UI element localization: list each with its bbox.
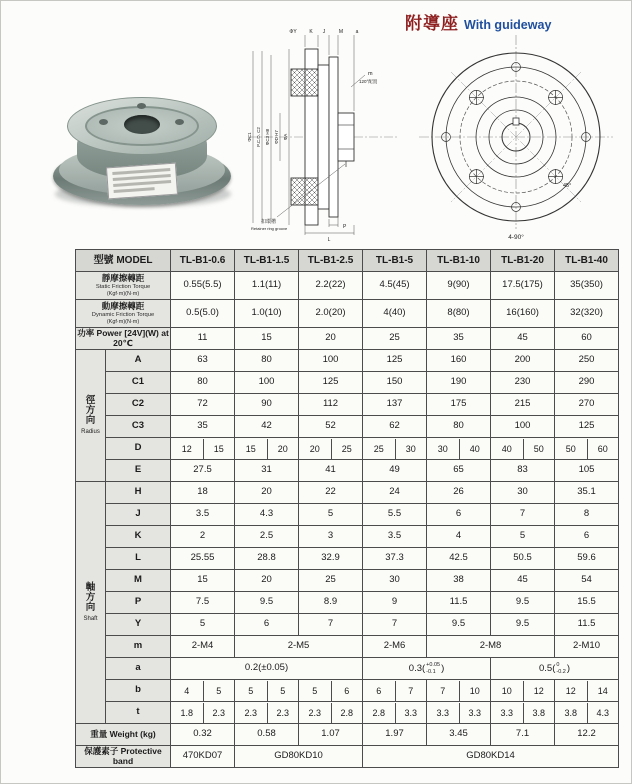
spec-value: 30 40	[427, 438, 491, 460]
dim-phi-d: ΦD H7	[274, 130, 279, 144]
dim-label: J	[106, 504, 171, 526]
dim-label: t	[106, 702, 171, 724]
spec-value: 25	[299, 570, 363, 592]
spec-value: 28.8	[235, 548, 299, 570]
model-name: TL-B1-2.5	[299, 250, 363, 272]
spec-value: 9.5	[235, 592, 299, 614]
spec-value: 65	[427, 460, 491, 482]
row-weight	[76, 724, 619, 746]
spec-value: 8(80)	[427, 300, 491, 328]
dim-label: H	[106, 482, 171, 504]
dim-p: P	[343, 224, 347, 230]
spec-value: 31	[235, 460, 299, 482]
row-shaft-m	[76, 636, 619, 658]
spec-value: 42.5	[427, 548, 491, 570]
spec-value: 11.5	[427, 592, 491, 614]
holes-label: 4-90°	[508, 234, 524, 241]
row-radius-D	[76, 438, 619, 460]
spec-value: 35.1	[555, 482, 619, 504]
spec-value: 35(350)	[555, 272, 619, 300]
page-title-en: With guideway	[464, 18, 552, 32]
photo-bolt-hole	[137, 103, 146, 109]
spec-value: 20 25	[299, 438, 363, 460]
spec-value: 62	[363, 416, 427, 438]
dim-phi-c3: ΦC3 H8	[265, 128, 270, 146]
note-groove-en: Retainer ring groove	[251, 226, 288, 231]
spec-value: 137	[363, 394, 427, 416]
spec-value: 7	[299, 614, 363, 636]
row-power	[76, 328, 619, 350]
spec-value: 5	[171, 614, 235, 636]
spec-value: 470KD07	[171, 746, 235, 768]
dim-label: Y	[106, 614, 171, 636]
spec-value: 1.0(10)	[235, 300, 299, 328]
spec-value: 42	[235, 416, 299, 438]
spec-value: 50.5	[491, 548, 555, 570]
spec-value: 54	[555, 570, 619, 592]
row-shaft-b	[76, 680, 619, 702]
spec-value: 11	[171, 328, 235, 350]
nameplate-line	[113, 180, 171, 187]
spec-value: 80	[235, 350, 299, 372]
dim-label: b	[106, 680, 171, 702]
dim-m-len: M	[338, 29, 344, 35]
spec-value: 6 7	[363, 680, 427, 702]
spec-value: 7	[491, 504, 555, 526]
row-label: 靜摩擦轉距 Static Friction Torque (Kgf·m)(N·m)	[76, 272, 171, 300]
spec-value: 20	[299, 328, 363, 350]
spec-value: 15 20	[235, 438, 299, 460]
row-label: 保護素子 Protective band	[76, 746, 171, 768]
dim-l: L	[327, 237, 331, 243]
spec-value: 80	[171, 372, 235, 394]
spec-value: 9.5	[491, 614, 555, 636]
spec-value: 16(160)	[491, 300, 555, 328]
spec-value: 7 10	[427, 680, 491, 702]
row-radius-C3	[76, 416, 619, 438]
model-name: TL-B1-20	[491, 250, 555, 272]
photo-bolt-hole	[99, 119, 108, 125]
spec-value: 63	[171, 350, 235, 372]
model-name: TL-B1-1.5	[235, 250, 299, 272]
angle-label: 45°	[563, 183, 572, 189]
spec-value: 100	[235, 372, 299, 394]
spec-value: 2-M8	[427, 636, 555, 658]
spec-value: 2.3 2.8	[299, 702, 363, 724]
cross-section-drawing	[247, 25, 399, 243]
spec-value: 10 12	[491, 680, 555, 702]
spec-value: 7.1	[491, 724, 555, 746]
spec-value: 0.58	[235, 724, 299, 746]
front-view-drawing	[413, 29, 619, 247]
photo-center-bore	[124, 115, 160, 134]
dim-label: C2	[106, 394, 171, 416]
spec-value: 25 30	[363, 438, 427, 460]
spec-value: 20	[235, 482, 299, 504]
spec-value: 59.6	[555, 548, 619, 570]
row-radius-C2	[76, 394, 619, 416]
spec-table	[75, 249, 619, 768]
spec-value: 7.5	[171, 592, 235, 614]
row-static-friction-torque	[76, 272, 619, 300]
spec-value: 2-M10	[555, 636, 619, 658]
spec-value: 37.3	[363, 548, 427, 570]
row-shaft-t	[76, 702, 619, 724]
dim-j: J	[322, 29, 326, 35]
dim-phi-c1: ΦC1	[247, 132, 252, 142]
spec-value: 41	[299, 460, 363, 482]
spec-value: 27.5	[171, 460, 235, 482]
dim-label: C3	[106, 416, 171, 438]
spec-value: 125	[299, 372, 363, 394]
row-radius-C1	[76, 372, 619, 394]
row-label: 功率 Power [24V](W) at 20℃	[77, 328, 169, 348]
spec-value: 8.9	[299, 592, 363, 614]
row-protective-band	[76, 746, 619, 768]
spec-value: 3.8 4.3	[555, 702, 619, 724]
spec-value: 2.3 2.3	[235, 702, 299, 724]
spec-value: GD80KD10	[235, 746, 363, 768]
spec-value: 4.5(45)	[363, 272, 427, 300]
spec-value: 32.9	[299, 548, 363, 570]
spec-value: 4	[427, 526, 491, 548]
spec-value: 90	[235, 394, 299, 416]
spec-value: 7	[363, 614, 427, 636]
spec-value: 215	[491, 394, 555, 416]
spec-value: 2-M4	[171, 636, 235, 658]
photo-nameplate	[106, 163, 178, 200]
spec-value: 11.5	[555, 614, 619, 636]
spec-value: 24	[363, 482, 427, 504]
spec-value: 0.5(5.0)	[171, 300, 235, 328]
spec-value: 12.2	[555, 724, 619, 746]
spec-value: 2-M6	[363, 636, 427, 658]
spec-value: 3.3 3.8	[491, 702, 555, 724]
note-120-arrangement: 120°配置	[359, 79, 378, 84]
model-name: TL-B1-10	[427, 250, 491, 272]
spec-value: 49	[363, 460, 427, 482]
spec-value: 35	[427, 328, 491, 350]
spec-value: 3.45	[427, 724, 491, 746]
spec-value: 22	[299, 482, 363, 504]
spec-value: 32(320)	[555, 300, 619, 328]
spec-value: 9.5	[491, 592, 555, 614]
dim-label: A	[106, 350, 171, 372]
spec-value: 17.5(175)	[491, 272, 555, 300]
spec-value: 175	[427, 394, 491, 416]
row-radius-E	[76, 460, 619, 482]
spec-value: 9	[363, 592, 427, 614]
spec-value: GD80KD14	[363, 746, 619, 768]
spec-value: 6	[555, 526, 619, 548]
spec-value: 2	[171, 526, 235, 548]
dim-label: m	[106, 636, 171, 658]
spec-value: 45	[491, 570, 555, 592]
spec-value: 9.5	[427, 614, 491, 636]
dim-label: a	[106, 658, 171, 680]
spec-value: 4 5	[171, 680, 235, 702]
dim-label: C1	[106, 372, 171, 394]
spec-value: 9(90)	[427, 272, 491, 300]
photo-bolt-hole	[175, 119, 184, 125]
model-name: TL-B1-5	[363, 250, 427, 272]
spec-value: 2.2(22)	[299, 272, 363, 300]
spec-value: 1.8 2.3	[171, 702, 235, 724]
note-groove-cn: 扣環槽	[261, 219, 277, 225]
spec-value: 25	[363, 328, 427, 350]
spec-value: 15	[235, 328, 299, 350]
dim-label: E	[106, 460, 171, 482]
spec-value: 60	[555, 328, 619, 350]
spec-value: 0.3( +0.05 -0.1 )	[363, 658, 491, 680]
row-shaft-a	[76, 658, 619, 680]
spec-value: 50 60	[555, 438, 619, 460]
spec-value: 1.07	[299, 724, 363, 746]
spec-value: 3.5	[171, 504, 235, 526]
spec-value: 1.1(11)	[235, 272, 299, 300]
spec-value: 4(40)	[363, 300, 427, 328]
spec-value: 0.5( 0 -0.2 )	[491, 658, 619, 680]
model-name: TL-B1-40	[555, 250, 619, 272]
row-shaft-H	[76, 482, 619, 504]
dim-phi-y: ΦY	[289, 29, 297, 35]
spec-value: 45	[491, 328, 555, 350]
spec-value: 40 50	[491, 438, 555, 460]
row-shaft-M	[76, 570, 619, 592]
radius-group-label: 徑 方 向 Radius	[76, 350, 106, 482]
spec-value: 20	[235, 570, 299, 592]
dim-pcd-c2: P.C.D. C2	[256, 127, 261, 147]
row-shaft-J	[76, 504, 619, 526]
spec-value: 2-M5	[235, 636, 363, 658]
shaft-group-label: 軸 方 向 Shaft	[76, 482, 106, 724]
spec-value: 5.5	[363, 504, 427, 526]
spec-value: 105	[555, 460, 619, 482]
spec-value: 3.5	[363, 526, 427, 548]
spec-value: 83	[491, 460, 555, 482]
spec-value: 25.55	[171, 548, 235, 570]
spec-value: 125	[363, 350, 427, 372]
spec-value: 72	[171, 394, 235, 416]
row-radius-A	[76, 350, 619, 372]
dim-label: L	[106, 548, 171, 570]
spec-value: 6	[427, 504, 491, 526]
row-shaft-K	[76, 526, 619, 548]
spec-value: 100	[491, 416, 555, 438]
spec-table-wrap	[75, 249, 619, 768]
spec-value: 0.55(5.5)	[171, 272, 235, 300]
spec-value: 8	[555, 504, 619, 526]
spec-value: 5	[299, 504, 363, 526]
dim-label: M	[106, 570, 171, 592]
row-shaft-L	[76, 548, 619, 570]
spec-value: 150	[363, 372, 427, 394]
spec-value: 0.2(±0.05)	[171, 658, 363, 680]
spec-value: 30	[491, 482, 555, 504]
spec-value: 5 6	[299, 680, 363, 702]
spec-value: 100	[299, 350, 363, 372]
row-dynamic-friction-torque	[76, 300, 619, 328]
spec-value: 112	[299, 394, 363, 416]
dim-label: D	[106, 438, 171, 460]
spec-value: 125	[555, 416, 619, 438]
spec-value: 4.3	[235, 504, 299, 526]
model-name: TL-B1-0.6	[171, 250, 235, 272]
row-label: 動摩擦轉距 Dynamic Friction Torque (Kgf·m)(N·m)	[76, 300, 171, 328]
spec-value: 230	[491, 372, 555, 394]
spec-value: 290	[555, 372, 619, 394]
dim-a: a	[355, 29, 359, 35]
spec-value: 160	[427, 350, 491, 372]
spec-value: 38	[427, 570, 491, 592]
spec-value: 270	[555, 394, 619, 416]
spec-value: 5 5	[235, 680, 299, 702]
spec-value: 2.8 3.3	[363, 702, 427, 724]
model-header-label: 型號 MODEL	[76, 250, 171, 272]
spec-value: 1.97	[363, 724, 427, 746]
note-m: m	[368, 71, 373, 77]
spec-value: 2.0(20)	[299, 300, 363, 328]
page-title-cn: 附導座	[405, 14, 459, 33]
dim-k: K	[309, 29, 313, 35]
spec-value: 80	[427, 416, 491, 438]
product-photo	[51, 63, 236, 213]
spec-value: 250	[555, 350, 619, 372]
spec-value: 12 15	[171, 438, 235, 460]
spec-value: 200	[491, 350, 555, 372]
row-header	[76, 250, 619, 272]
spec-value: 190	[427, 372, 491, 394]
spec-value: 2.5	[235, 526, 299, 548]
spec-value: 30	[363, 570, 427, 592]
dim-phi-a: ΦA	[283, 133, 288, 141]
row-label: 重量 Weight (kg)	[76, 724, 171, 746]
spec-value: 6	[235, 614, 299, 636]
spec-value: 26	[427, 482, 491, 504]
spec-value: 3.3 3.3	[427, 702, 491, 724]
spec-value: 35	[171, 416, 235, 438]
dim-label: P	[106, 592, 171, 614]
dim-label: K	[106, 526, 171, 548]
row-shaft-P	[76, 592, 619, 614]
spec-value: 15	[171, 570, 235, 592]
spec-value: 18	[171, 482, 235, 504]
spec-value: 0.32	[171, 724, 235, 746]
row-shaft-Y	[76, 614, 619, 636]
spec-value: 15.5	[555, 592, 619, 614]
spec-value: 12 14	[555, 680, 619, 702]
spec-value: 3	[299, 526, 363, 548]
spec-value: 5	[491, 526, 555, 548]
spec-value: 52	[299, 416, 363, 438]
nameplate-line	[114, 187, 155, 193]
